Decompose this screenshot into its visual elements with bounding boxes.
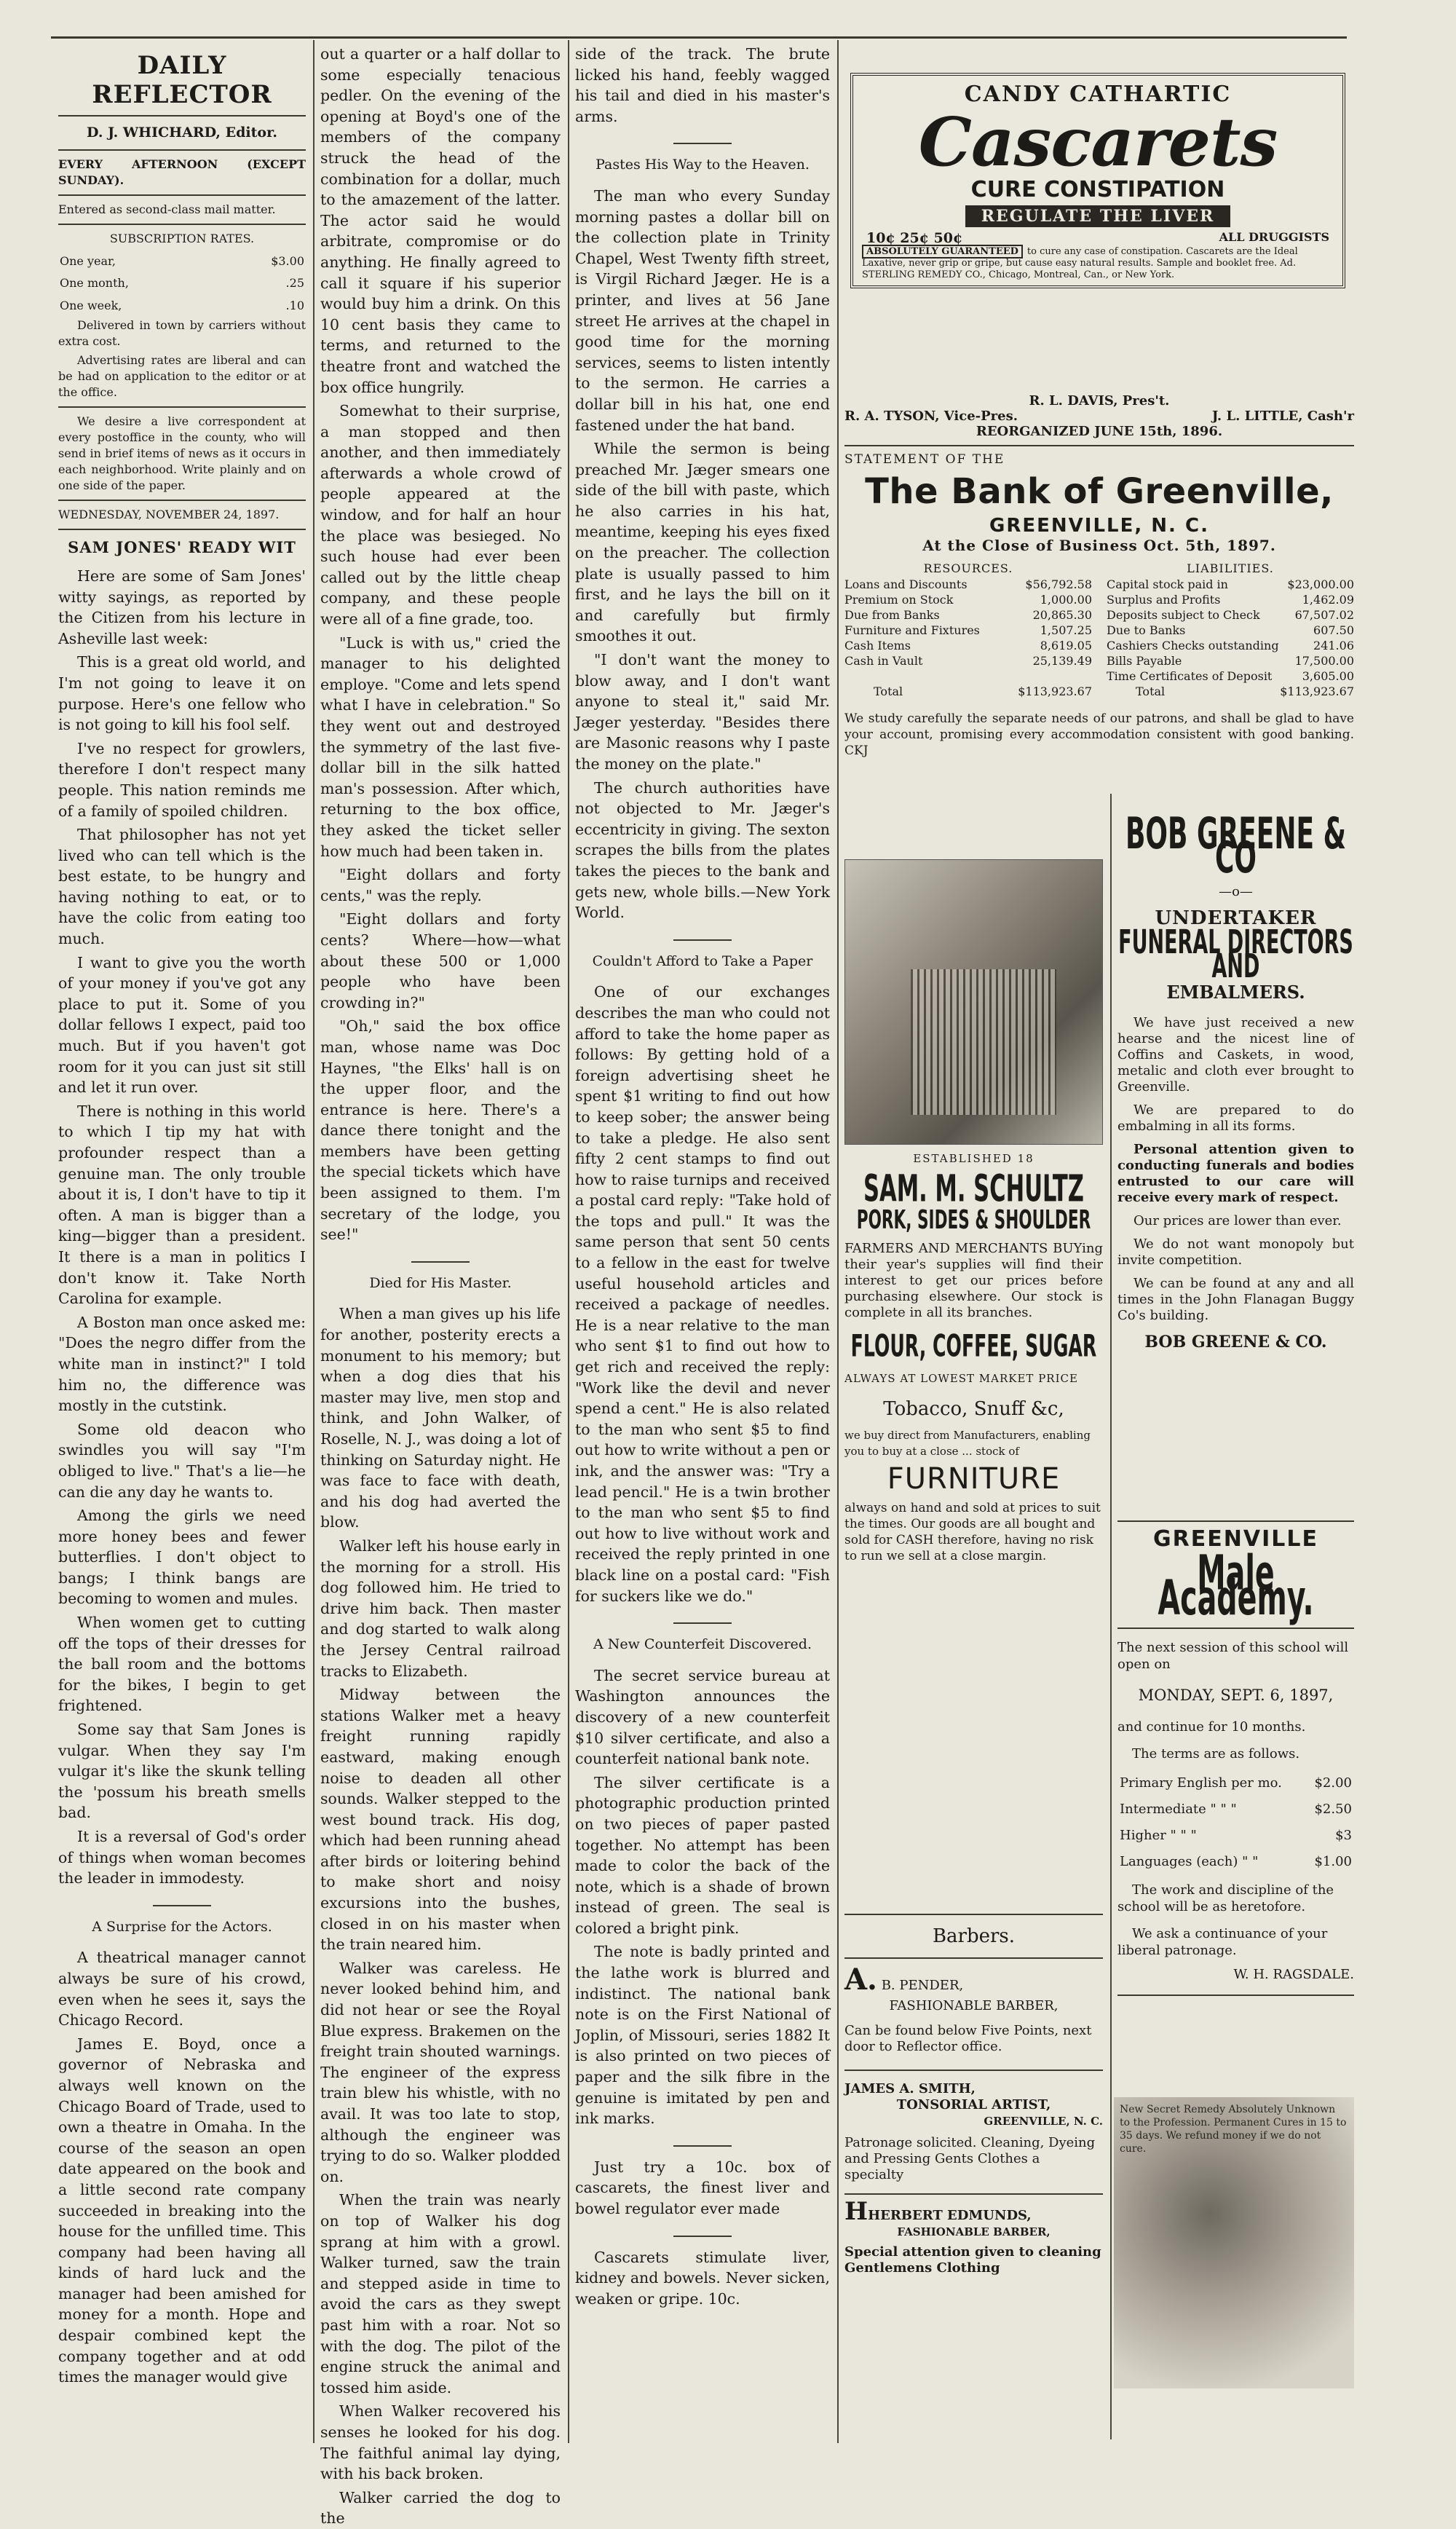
column-rule bbox=[568, 40, 569, 2443]
balance-amount: 1,000.00 bbox=[1040, 593, 1092, 607]
balance-row bbox=[844, 623, 1092, 638]
term-price: $1.00 bbox=[1314, 1854, 1352, 1869]
article-heading: Pastes His Way to the Heaven. bbox=[596, 157, 810, 173]
balance-amount: $23,000.00 bbox=[1287, 577, 1354, 591]
balance-row bbox=[1107, 577, 1354, 592]
furniture-line: FURNITURE bbox=[887, 1462, 1061, 1496]
balance-item: Due to Banks bbox=[1107, 623, 1186, 637]
resources-label: RESOURCES. bbox=[923, 561, 1013, 575]
rate-term: One month, bbox=[60, 276, 129, 291]
balance-amount: 20,865.30 bbox=[1032, 608, 1092, 622]
bank-president: R. L. DAVIS, Pres't. bbox=[1029, 393, 1170, 409]
academy-ask: We ask a continuance of your liberal patronage. bbox=[1117, 1926, 1328, 1958]
greene-paragraph: We are prepared to do embalming in all its forms. bbox=[1117, 1102, 1354, 1134]
article-paragraph: side of the track. The brute licked his hand, feebly wagged his tail and died in his master's arms. bbox=[575, 45, 830, 125]
article-paragraph: While the sermon is being preached Mr. Jæger smears one side of the bill with paste, which he also carries in his hat, meantime, keeping his eyes fixed on the preacher. The collection plate is usually passed to him first, and he lays the bill on it and carefully but firmly smoothes it out. bbox=[575, 440, 830, 645]
balance-amount: 17,500.00 bbox=[1294, 654, 1354, 668]
ad-guarantee: ABSOLUTELY GUARANTEED bbox=[862, 245, 1023, 259]
top-border bbox=[51, 36, 1347, 39]
term-row bbox=[1119, 1771, 1353, 1796]
resources-table bbox=[844, 560, 1092, 699]
rates-table bbox=[58, 250, 306, 318]
total-label: Total bbox=[874, 684, 903, 698]
term-row bbox=[1119, 1823, 1353, 1848]
article-heading: Couldn't Afford to Take a Paper bbox=[592, 952, 813, 969]
balance-row bbox=[1107, 592, 1354, 607]
separator-o: —o— bbox=[1219, 884, 1253, 899]
bank-statement-label: STATEMENT OF THE bbox=[844, 452, 1005, 467]
balance-row bbox=[1107, 653, 1354, 668]
article-paragraph: I've no respect for growlers, therefore I don't respect many people. This nation reminds me of a family of spoiled children. bbox=[58, 739, 306, 820]
balance-row bbox=[844, 607, 1092, 623]
balance-row bbox=[1107, 638, 1354, 653]
correspondent-note: We desire a live correspondent at every postoffice in the county, who will send in brief items of news as it occurs in each neighborhood. Write plainly and on one side of the paper. bbox=[58, 414, 306, 493]
article-paragraph: Among the girls we need more honey bees and fewer butterflies. I don't object to bangs; I think bangs are becoming to women and mules. bbox=[58, 1507, 306, 1608]
entered-note: Entered as second-class mail matter. bbox=[58, 202, 276, 216]
ad-fine-print: to cure any case of constipation. Cascarets are the Ideal Laxative, never grip or gripe, but cause easy natural results. Sample and booklet free. Ad. STERLING REMEDY CO., Chicago, Montreal, Can., or New York. bbox=[862, 246, 1298, 280]
greene-paragraph: We can be found at any and all times in the John Flanagan Buggy Co's building. bbox=[1117, 1276, 1354, 1323]
balance-amount: 3,605.00 bbox=[1302, 669, 1354, 683]
academy-title-2: Male Academy. bbox=[1158, 1545, 1314, 1627]
term-row bbox=[1119, 1797, 1353, 1822]
liabilities-table bbox=[1107, 560, 1354, 699]
article-paragraph: The church authorities have not objected to Mr. Jæger's eccentricity in giving. The sexton scrapes the bills from the plates takes the pieces to the bank and gets new, whole bills.—New York World. bbox=[575, 778, 830, 922]
balance-item: Deposits subject to Check bbox=[1107, 608, 1260, 622]
article-paragraph: When the train was nearly on top of Walker his dog sprang at him with a growl. Walker turned, saw the train and stepped aside in time to avoid the cars as they swept past him with a roar. Not so with the dog. The pilot of the engine struck the animal and tossed him aside. bbox=[320, 2191, 561, 2396]
cascarets-ad bbox=[850, 73, 1345, 296]
article-paragraph: Walker carried the dog to the bbox=[320, 2488, 561, 2528]
balance-total-row bbox=[1107, 684, 1354, 699]
smith-title: TONSORIAL ARTIST, bbox=[896, 2097, 1051, 2112]
barbers-heading: Barbers. bbox=[932, 1925, 1016, 1947]
balance-amount: 1,462.09 bbox=[1302, 593, 1354, 607]
article-heading: A Surprise for the Actors. bbox=[92, 1918, 272, 1935]
ad-prices: 10¢ 25¢ 50¢ bbox=[866, 230, 963, 246]
farmers-text: FARMERS AND MERCHANTS BUYing their year's supplies will find their interest to get our prices before purchasing elsewhere. Our stock is complete in all its branches. bbox=[844, 1241, 1103, 1320]
term-row bbox=[1119, 1850, 1353, 1874]
article-paragraph: There is nothing in this world to which I tip my hat with profounder respect than a genuine man. The only trouble about it is, I don't have to tip it often. A man is bigger than a king—bigger than a president. It there is a man in politics I don't know it. Take North Carolina for example. bbox=[58, 1102, 306, 1308]
academy-title-1: GREENVILLE bbox=[1153, 1526, 1318, 1552]
furniture-text: always on hand and sold at prices to suit the times. Our goods are all bought and sold for CASH therefore, having no risk to run we sell at a close margin. bbox=[844, 1501, 1101, 1563]
term-price: $2.00 bbox=[1314, 1775, 1352, 1791]
article-paragraph: One of our exchanges describes the man who could not afford to take the home paper as follows: By getting hold of a foreign advertising sheet he spent $1 writing to find out how to keep sober; the answer being to take a pledge. He also sent fifty 2 cent stamps to find out how to raise turnips and received a postal card reply: "Take hold of the tops and pull." It was the same person that sent 50 cents to a fellow in the east for twelve useful household articles and received a package of needles. He is a near relative to the man who sent $1 to find out how to get rich and received the reply: "Work like the devil and never spend a cent." He is also related to the man who sent $5 to find out how to write without a pen or ink, and the answer was: "Try a lead pencil." He is a twin brother to the man who sent $5 to find out how to live without work and received the reply printed in one black line on a postal card: "Fish for suckers like we do." bbox=[575, 983, 830, 1605]
corner-ad-text: New Secret Remedy Absolutely Unknown to the Profession. Permanent Cures in 15 to 35 days. We refund money if we do not cure. bbox=[1120, 2104, 1347, 2155]
rates-heading: SUBSCRIPTION RATES. bbox=[109, 231, 255, 245]
column-1 bbox=[58, 44, 306, 2447]
article-paragraph: Some old deacon who swindles you will say "I'm obliged to live." That's a lie—he can die any day he wants to. bbox=[58, 1420, 306, 1501]
balance-item: Surplus and Profits bbox=[1107, 593, 1221, 607]
editor-line: D. J. WHICHARD, Editor. bbox=[87, 125, 277, 141]
bank-vice-president: R. A. TYSON, Vice-Pres. bbox=[844, 409, 1018, 424]
term-label: Higher " " " bbox=[1120, 1828, 1197, 1843]
embalmers: EMBALMERS. bbox=[1166, 982, 1305, 1003]
article-paragraph: "Oh," said the box office man, whose name was Doc Haynes, "the Elks' hall is on the upper floor, and the entrance is here. There's a dance there tonight and the members have been getting the special tickets which have been assigned to them. I'm secretary of the lodge, you see!" bbox=[320, 1017, 561, 1244]
article-paragraph: Somewhat to their surprise, a man stopped and then another, and then immediately afterwards a whole crowd of people appeared at the window, and for half an hour the place was besieged. No such house had ever been called out by the little cheap company, and these people were all of a fine grade, too. bbox=[320, 402, 561, 628]
article-paragraph: The note is badly printed and the lathe work is blurred and indistinct. The national bank note is on the First National of Joplin, of Missouri, series 1882 It is also printed on two pieces of paper and the silk fibre in the genuine is imitated by pen and ink marks. bbox=[575, 1943, 830, 2128]
store-illustration bbox=[844, 859, 1103, 1145]
edmunds-text: Special attention given to cleaning Gentlemens Clothing bbox=[844, 2244, 1101, 2276]
corner-remedy-ad bbox=[1114, 2097, 1354, 2388]
balance-amount: 241.06 bbox=[1313, 639, 1354, 652]
academy-ad bbox=[1117, 1515, 1354, 2002]
article-heading: Died for His Master. bbox=[369, 1274, 512, 1291]
greene-paragraph: Our prices are lower than ever. bbox=[1133, 1213, 1342, 1228]
balance-amount: 25,139.49 bbox=[1032, 654, 1092, 668]
bank-reorganized: REORGANIZED JUNE 15th, 1896. bbox=[976, 424, 1223, 439]
ad-regulate-banner: REGULATE THE LIVER bbox=[965, 205, 1231, 227]
pork-line: PORK, SIDES & SHOULDER bbox=[856, 1204, 1091, 1235]
established: ESTABLISHED 18 bbox=[913, 1152, 1034, 1165]
smith-name: JAMES A. SMITH, bbox=[844, 2081, 976, 2096]
article-paragraph: Walker left his house early in the morning for a stroll. His dog followed him. He tried to drive him back. Then master and dog started to walk along the Jersey Central railroad tracks to Elizabeth. bbox=[320, 1536, 561, 1680]
greene-title: BOB GREENE & CO bbox=[1125, 809, 1346, 883]
balance-amount: $56,792.58 bbox=[1025, 577, 1092, 591]
balance-row bbox=[1107, 668, 1354, 684]
terms-intro: The terms are as follows. bbox=[1132, 1746, 1300, 1761]
article-paragraph: "Eight dollars and forty cents," was the reply. bbox=[320, 866, 561, 904]
term-label: Languages (each) " " bbox=[1120, 1854, 1259, 1869]
advertising-note: Advertising rates are liberal and can be had on application to the editor or at the office. bbox=[58, 353, 306, 400]
term-label: Primary English per mo. bbox=[1120, 1775, 1282, 1791]
academy-discipline: The work and discipline of the school will be as heretofore. bbox=[1117, 1882, 1334, 1914]
balance-amount: 1,507.25 bbox=[1040, 623, 1092, 637]
edmunds-title: FASHIONABLE BARBER, bbox=[897, 2225, 1051, 2238]
column-rule bbox=[313, 40, 314, 2443]
greene-signature: BOB GREENE & CO. bbox=[1144, 1333, 1327, 1352]
funeral-directors: FUNERAL DIRECTORS AND bbox=[1118, 923, 1353, 986]
cascarets-notice: Cascarets stimulate liver, kidney and bowels. Never sicken, weaken or gripe. 10c. bbox=[575, 2248, 830, 2308]
column-3 bbox=[575, 44, 830, 2447]
article-paragraph: The secret service bureau at Washington announces the discovery of a new counterfeit $10 silver certificate, and also a counterfeit national bank note. bbox=[575, 1666, 830, 1768]
balance-item: Due from Banks bbox=[844, 608, 940, 622]
undertaker: UNDERTAKER bbox=[1155, 907, 1317, 929]
article-paragraph: When women get to cutting off the tops of their dresses for the ball room and the bottoms for the bikes, I begin to get frightened. bbox=[58, 1614, 306, 1715]
schedule: EVERY AFTERNOON (EXCEPT SUNDAY). bbox=[58, 157, 306, 187]
balance-item: Furniture and Fixtures bbox=[844, 623, 980, 637]
article-paragraph: When Walker recovered his senses he looked for his dog. The faithful animal lay dying, with his back broken. bbox=[320, 2402, 561, 2483]
article-paragraph: The man who every Sunday morning pastes a dollar bill on the collection plate in Trinity Chapel, West Twenty fifth street, is Virgil Richard Jæger. He is a printer, and lives at 56 Jane street He arrives at the chapel in good time for the morning services, seems to listen intently to the sermon. He carries a dollar bill in his hat, one end fastened under the hat band. bbox=[575, 186, 830, 434]
ad-druggists: ALL DRUGGISTS bbox=[1219, 230, 1329, 244]
article-paragraph: I want to give you the worth of your money if you've got any place to put it. Some of you dollar fellows I expect, paid too much. But if you haven't got room for it you can just sit still and let it run over. bbox=[58, 953, 306, 1097]
ad-brand: Cascarets bbox=[918, 103, 1278, 181]
term-label: Intermediate " " " bbox=[1120, 1802, 1237, 1817]
cascarets-notice: Just try a 10c. box of cascarets, the finest liver and bowel regulator ever made bbox=[575, 2158, 830, 2217]
academy-intro: The next session of this school will open on bbox=[1117, 1640, 1349, 1672]
column-rule bbox=[837, 40, 839, 2443]
bank-name: The Bank of Greenville, bbox=[865, 471, 1334, 512]
greene-ad bbox=[1117, 801, 1354, 1350]
article-paragraph: Here are some of Sam Jones' witty sayings, as reported by the Citizen from his lecture in Asheville last week: bbox=[58, 567, 306, 647]
delivery-note: Delivered in town by carriers without extra cost. bbox=[58, 318, 306, 349]
bank-note: We study carefully the separate needs of our patrons, and shall be glad to have your account, promising every accommodation consistent with good banking. CKJ bbox=[844, 711, 1354, 758]
liabilities-label: LIABILITIES. bbox=[1187, 561, 1274, 575]
schultz-name: SAM. M. SCHULTZ bbox=[863, 1167, 1084, 1211]
total-label: Total bbox=[1136, 684, 1166, 698]
balance-item: Cash in Vault bbox=[844, 654, 923, 668]
article-paragraph: "I don't want the money to blow away, and I don't want anyone to steal it," said Mr. Jæger yesterday. "Besides there are Masonic reasons why I paste the money on the plate." bbox=[575, 651, 830, 773]
rate-term: One week, bbox=[60, 298, 122, 312]
article-paragraph: The silver certificate is a photographic production printed on two pieces of paper pasted together. No attempt has been made to color the back of the note, which is a shade of brown instead of green. The seal is colored a bright pink. bbox=[575, 1773, 830, 1937]
balance-item: Cashiers Checks outstanding bbox=[1107, 639, 1279, 652]
article-paragraph: A Boston man once asked me: "Does the negro differ from the white man in instinct?" I told him no, the difference was mostly in the cutstink. bbox=[58, 1313, 306, 1415]
balance-row bbox=[1107, 607, 1354, 623]
balance-item: Premium on Stock bbox=[844, 593, 954, 607]
balance-row bbox=[844, 638, 1092, 653]
bank-date: At the Close of Business Oct. 5th, 1897. bbox=[922, 537, 1276, 554]
schultz-ad bbox=[844, 859, 1103, 1564]
article-paragraph: It is a reversal of God's order of things when woman becomes the leader in immodesty. bbox=[58, 1828, 306, 1887]
lowest-price: ALWAYS AT LOWEST MARKET PRICE bbox=[844, 1372, 1078, 1385]
article-paragraph: Midway between the stations Walker met a heavy freight running rapidly eastward, making enough noise to deaden all other sounds. Walker stepped to the west bound track. His dog, which had been running ahead after birds or loitering behind to make short and noisy excursions into the bushes, closed in on his master when the train neared him. bbox=[320, 1686, 561, 1954]
article-paragraph: A theatrical manager cannot always be sure of his crowd, even when he sees it, says the Chicago Record. bbox=[58, 1949, 306, 2029]
article-paragraph: "Luck is with us," cried the manager to his delighted employe. "Come and lets spend what I have in celebration." So they went out and destroyed the symmetry of the last five-dollar bill in the silk hatted man's possession. After which, returning to the box office, they asked the ticket seller how much had been taken in. bbox=[320, 634, 561, 860]
ad-cure-line: CURE CONSTIPATION bbox=[970, 177, 1225, 202]
balance-item: Time Certificates of Deposit bbox=[1107, 669, 1273, 683]
article-paragraph: Some say that Sam Jones is vulgar. When they say I'm vulgar it's like the skunk telling the 'possum his breath smells bad. bbox=[58, 1721, 306, 1822]
bank-cashier: J. L. LITTLE, Cash'r bbox=[1211, 409, 1354, 424]
edmunds-name: HERBERT EDMUNDS, bbox=[868, 2208, 1032, 2223]
balance-item: Cash Items bbox=[844, 639, 911, 652]
article-heading: A New Counterfeit Discovered. bbox=[593, 1636, 812, 1653]
balance-amount: 607.50 bbox=[1313, 623, 1354, 637]
smith-text: Patronage solicited. Cleaning, Dyeing and Pressing Gents Clothes a specialty bbox=[844, 2135, 1096, 2182]
flour-line: FLOUR, COFFEE, SUGAR bbox=[850, 1327, 1097, 1364]
buy-direct: we buy direct from Manufacturers, enabling you to buy at a close ... stock of bbox=[844, 1429, 1091, 1458]
article-paragraph: That philosopher has not yet lived who can tell which is the best estate, to be hungry and having nothing to eat, or to have the colic from eating too much. bbox=[58, 826, 306, 948]
term-price: $3 bbox=[1335, 1828, 1352, 1843]
balance-item: Bills Payable bbox=[1107, 654, 1182, 668]
academy-date: MONDAY, SEPT. 6, 1897, bbox=[1138, 1686, 1334, 1704]
article-paragraph: "Eight dollars and forty cents? Where—how—what about these 500 or 1,000 people who have been crowding in?" bbox=[320, 910, 561, 1011]
article-paragraph: This is a great old world, and I'm not going to leave it on purpose. Here's one fellow who is not going to kill his fool self. bbox=[58, 653, 306, 734]
masthead-title: DAILY REFLECTOR bbox=[92, 51, 272, 109]
total-amount: $113,923.67 bbox=[1280, 684, 1354, 698]
balance-row bbox=[1107, 623, 1354, 638]
academy-continue: and continue for 10 months. bbox=[1117, 1719, 1306, 1735]
rate-price: .25 bbox=[285, 276, 304, 291]
total-amount: $113,923.67 bbox=[1018, 684, 1092, 698]
balance-row bbox=[844, 577, 1092, 592]
ad-top-line: CANDY CATHARTIC bbox=[964, 82, 1232, 107]
pender-title: FASHIONABLE BARBER, bbox=[889, 1998, 1059, 2013]
balance-total-row bbox=[844, 684, 1092, 699]
rate-price: $3.00 bbox=[271, 253, 304, 268]
article-paragraph: When a man gives up his life for another, posterity erects a monument to his memory; but when a dog dies that his master may live, men stop and think, and John Walker, of Roselle, N. J., was doing a lot of thinking on Saturday night. He was face to face with death, and his dog had averted the blow. bbox=[320, 1305, 561, 1531]
bank-place: GREENVILLE, N. C. bbox=[989, 515, 1209, 537]
barbers-section: Barbers. A. B. PENDER, FASHIONABLE BARBER, Can be found below Five Points, next door to Reflector office. JAMES A. SMITH, TONSORIAL ARTIST, GREENVILLE, N. C. Patronage solicited. Cleaning, Dyeing and Pressing Gents Clothes a specialty HHERBERT EDMUNDS, FASHIONABLE BARBER, Special attention given to cleaning Gentlemens Clothing bbox=[844, 1908, 1103, 2276]
greene-paragraph: We have just received a new hearse and the nicest line of Coffins and Caskets, in wood, metalic and cloth ever brought to Greenville. bbox=[1117, 1015, 1354, 1094]
greene-paragraph: We do not want monopoly but invite competition. bbox=[1117, 1236, 1354, 1268]
article-paragraph: James E. Boyd, once a governor of Nebraska and always well known on the Chicago Board of Trade, used to own a theatre in Omaha. In the course of the season an open date appeared on the book and a little second rate company succeeded in breaking into the house for the unfilled time. This company had been having all kinds of hard luck and the manager had been amished for money for a month. Hope and despair combined kept the company together and at odd times the manager would give bbox=[58, 2035, 306, 2386]
academy-signature: W. H. RAGSDALE. bbox=[1233, 1967, 1354, 1982]
rate-row bbox=[60, 251, 304, 272]
balance-amount: 67,507.02 bbox=[1294, 608, 1354, 622]
issue-date: WEDNESDAY, NOVEMBER 24, 1897. bbox=[58, 508, 280, 522]
balance-row bbox=[844, 653, 1092, 668]
column-rule bbox=[1110, 794, 1112, 2439]
balance-amount: 8,619.05 bbox=[1040, 639, 1092, 652]
smith-place: GREENVILLE, N. C. bbox=[984, 2115, 1103, 2128]
rate-row bbox=[60, 273, 304, 294]
rate-price: .10 bbox=[285, 298, 304, 312]
article-paragraph: Walker was careless. He never looked behind him, and did not hear or see the Royal Blue express. Brakemen on the freight train shouted warnings. The engineer of the express train blew his whistle, with no avail. It was too late to stop, although the engineer was trying to do so. Walker plodded on. bbox=[320, 1959, 561, 2185]
balance-item: Loans and Discounts bbox=[844, 577, 968, 591]
term-price: $2.50 bbox=[1314, 1802, 1352, 1817]
balance-row bbox=[844, 592, 1092, 607]
article-paragraph: out a quarter or a half dollar to some especially tenacious pedler. On the evening of the opening at Boyd's one of the members of the company struck the head of the combination for a dollar, much to the amazement of the latter. The actor said he would arbitrate, compromise or do anything. He finally agreed to call it square if his superior would buy him a drink. On this 10 cent basis they came to terms, and returned to the theatre front and watched the box office hungrily. bbox=[320, 45, 561, 396]
rate-row bbox=[60, 296, 304, 317]
bank-statement bbox=[844, 393, 1354, 759]
terms-table bbox=[1117, 1769, 1354, 1876]
tobacco-line: Tobacco, Snuff &c, bbox=[883, 1398, 1064, 1420]
article-heading: SAM JONES' READY WIT bbox=[68, 538, 296, 557]
rate-term: One year, bbox=[60, 253, 116, 268]
pender-name: B. PENDER, bbox=[881, 1978, 964, 1993]
balance-item: Capital stock paid in bbox=[1107, 577, 1228, 591]
column-2 bbox=[320, 44, 561, 2528]
pender-text: Can be found below Five Points, next door to Reflector office. bbox=[844, 2023, 1092, 2054]
greene-paragraph: Personal attention given to conducting funerals and bodies entrusted to our care will receive every mark of respect. bbox=[1117, 1142, 1354, 1205]
